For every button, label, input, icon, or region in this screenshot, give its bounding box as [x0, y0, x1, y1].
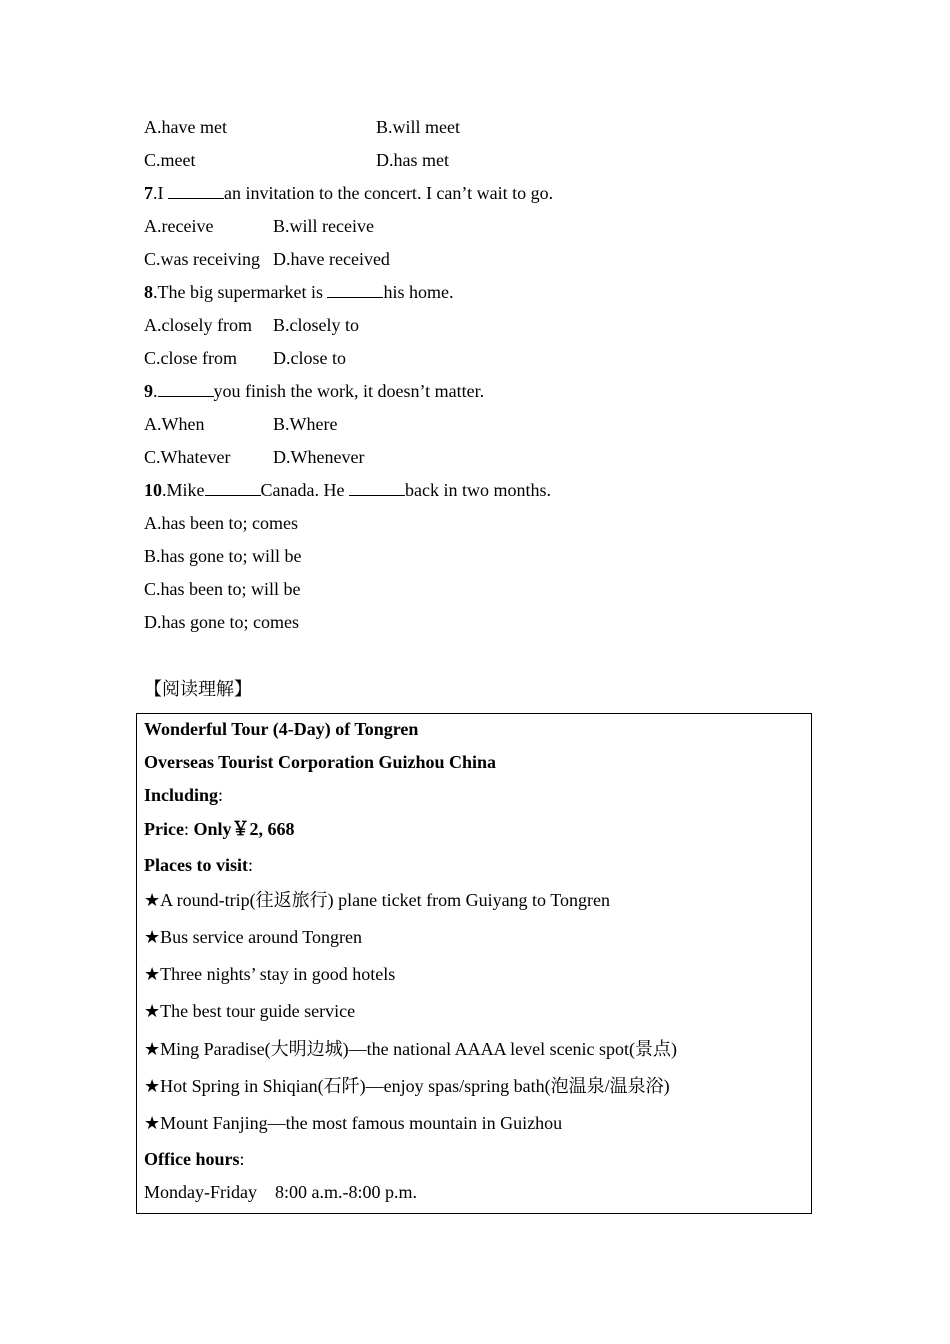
q10-stem	[144, 479, 551, 501]
office-colon: :	[239, 1149, 245, 1169]
ad-item	[144, 1112, 562, 1134]
q8-option-d: D.close to	[273, 348, 346, 368]
q10-option-c: C.has been to; will be	[144, 579, 301, 599]
q9-number: 9	[144, 381, 153, 401]
ad-item-text: Mount Fanjing—the most famous mountain in Guizhou	[160, 1113, 563, 1133]
q6-option-d: D.has met	[376, 150, 449, 170]
star-icon: ★	[144, 1076, 161, 1096]
q7-pre: .I	[153, 183, 168, 203]
q9-stem	[144, 380, 484, 402]
ad-office-value: Monday-Friday 8:00 a.m.-8:00 p.m.	[144, 1182, 417, 1202]
office-label: Office hours	[144, 1149, 240, 1169]
section-heading: 【阅读理解】	[144, 679, 252, 699]
q10-option-d: D.has gone to; comes	[144, 612, 299, 632]
q9-blank	[158, 380, 214, 397]
q10-blank-1	[205, 479, 261, 496]
q7-option-b: B.will receive	[273, 216, 374, 236]
q8-option-b: B.closely to	[273, 315, 359, 335]
ad-places	[144, 854, 253, 876]
q10-blank-2	[349, 479, 405, 496]
ad-item-text: Ming Paradise(大明边城)—the national AAAA level scenic spot(景点)	[160, 1039, 678, 1059]
star-icon: ★	[144, 927, 161, 947]
ad-item	[144, 1000, 355, 1022]
ad-item	[144, 926, 362, 948]
including-label: Including	[144, 785, 219, 805]
ad-item-text: A round-trip(往返旅行) plane ticket from Guiyang to Tongren	[160, 890, 610, 910]
q8-pre: .The big supermarket is	[153, 282, 328, 302]
ad-item	[144, 963, 395, 985]
places-label: Places to visit	[144, 855, 248, 875]
star-icon: ★	[144, 1001, 161, 1021]
q10-number: 10	[144, 480, 162, 500]
q7-post: an invitation to the concert. I can’t wait to go.	[224, 183, 554, 203]
star-icon: ★	[144, 1039, 161, 1059]
q6-option-b: B.will meet	[376, 117, 460, 137]
including-colon: :	[218, 785, 224, 805]
price-label: Price	[144, 819, 184, 839]
price-value: Only￥2, 668	[193, 819, 295, 839]
q9-option-b: B.Where	[273, 414, 338, 434]
ad-item	[144, 889, 610, 911]
q8-post: his home.	[383, 282, 454, 302]
q7-blank	[168, 182, 224, 199]
ad-item	[144, 1038, 677, 1060]
q8-option-a: A.closely from	[144, 315, 252, 335]
ad-item-text: Three nights’ stay in good hotels	[160, 964, 396, 984]
q6-option-c: C.meet	[144, 150, 196, 170]
star-icon: ★	[144, 1113, 161, 1133]
q9-post: you finish the work, it doesn’t matter.	[213, 381, 485, 401]
q7-stem	[144, 182, 553, 204]
ad-office-hours	[144, 1148, 245, 1170]
star-icon: ★	[144, 890, 161, 910]
q10-post: back in two months.	[404, 480, 551, 500]
q10-mid: Canada. He	[260, 480, 349, 500]
price-colon: :	[183, 819, 189, 839]
q8-option-c: C.close from	[144, 348, 237, 368]
ad-title: Wonderful Tour (4-Day) of Tongren	[144, 719, 419, 739]
ad-item-text: Bus service around Tongren	[160, 927, 362, 947]
q9-option-c: C.Whatever	[144, 447, 231, 467]
q8-blank	[327, 281, 383, 298]
q10-option-a: A.has been to; comes	[144, 513, 298, 533]
ad-company: Overseas Tourist Corporation Guizhou China	[144, 752, 497, 772]
star-icon: ★	[144, 964, 161, 984]
q7-option-a: A.receive	[144, 216, 214, 236]
q9-pre: .	[153, 381, 158, 401]
q6-option-a: A.have met	[144, 117, 227, 137]
ad-item	[144, 1075, 670, 1097]
q10-pre: .Mike	[162, 480, 205, 500]
ad-item-text: Hot Spring in Shiqian(石阡)—enjoy spas/spring bath(泡温泉/温泉浴)	[160, 1076, 670, 1096]
ad-item-text: The best tour guide service	[160, 1001, 356, 1021]
ad-including	[144, 784, 223, 806]
places-colon: :	[247, 855, 253, 875]
q8-stem	[144, 281, 453, 303]
q7-number: 7	[144, 183, 153, 203]
q8-number: 8	[144, 282, 153, 302]
ad-price	[144, 818, 295, 840]
q9-option-d: D.Whenever	[273, 447, 365, 467]
q7-option-c: C.was receiving	[144, 249, 260, 269]
q7-option-d: D.have received	[273, 249, 390, 269]
q9-option-a: A.When	[144, 414, 205, 434]
q10-option-b: B.has gone to; will be	[144, 546, 302, 566]
